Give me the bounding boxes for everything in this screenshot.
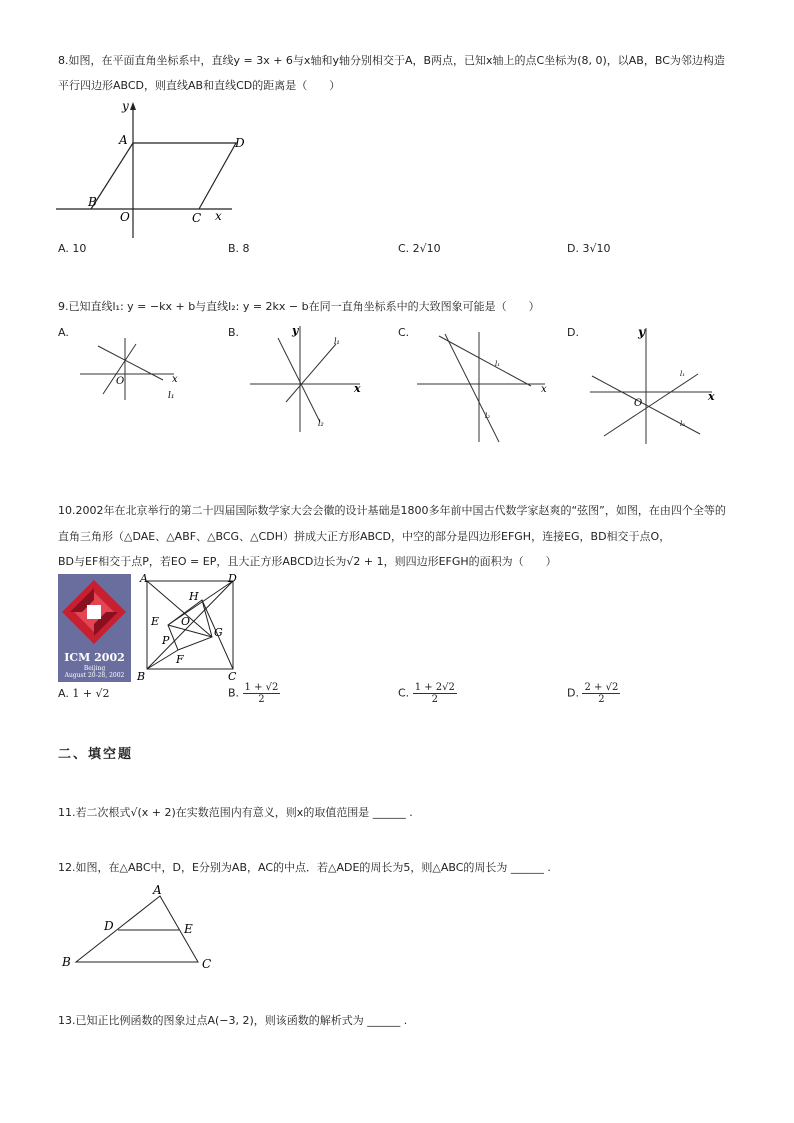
q8-figure (56, 98, 245, 240)
q8-label-b: B (88, 195, 97, 209)
svg-text:x: x (172, 374, 178, 385)
svg-text:x: x (708, 390, 715, 403)
q8-text-line2: 平行四边形ABCD，则直线AB和直线CD的距离是（ ） (58, 79, 341, 92)
svg-text:y: y (638, 325, 645, 339)
q10-label-g: G (214, 626, 223, 639)
q8-label-d: D (235, 136, 245, 150)
svg-text:l₁: l₁ (495, 360, 501, 368)
svg-text:l₂: l₂ (485, 412, 491, 420)
q10-label-d: D (228, 572, 237, 585)
q8-label-a: A (119, 133, 128, 147)
q9-option-a-label: A. (58, 326, 69, 339)
svg-text:l₁: l₁ (334, 337, 340, 346)
svg-text:l₁: l₁ (168, 391, 175, 401)
q9-graph-a (78, 336, 182, 402)
section-fill-in-blank-heading: 二、填空题 (58, 747, 134, 762)
q10-label-a: A (140, 572, 148, 585)
q12-label-b: B (62, 955, 71, 969)
q12-text: 12.如图，在△ABC中，D，E分别为AB，AC的中点．若△ADE的周长为5，则△ABC的周长为 ______ . (58, 861, 551, 874)
q10-label-p: P (162, 634, 170, 647)
svg-text:x: x (354, 382, 361, 395)
q12-label-d: D (104, 919, 114, 933)
q12-label-e: E (184, 922, 193, 936)
q10-label-c: C (228, 670, 237, 683)
q8-option-d: D. 3√10 (567, 242, 611, 255)
q10-text-line3: BD与EF相交于点P，若EO = EP，且大正方形ABCD边长为√2 + 1，则四边形EFGH的面积为（ ） (58, 555, 557, 568)
q12-label-c: C (202, 957, 212, 971)
svg-text:y: y (292, 324, 299, 337)
svg-text:O: O (634, 398, 643, 409)
q9-graph-d (588, 322, 720, 446)
q10-label-o: O (181, 615, 191, 628)
svg-text:O: O (116, 376, 125, 387)
q9-graph-c (415, 330, 551, 446)
q10-label-e: E (151, 615, 160, 628)
q8-text-line1: 8.如图，在平面直角坐标系中，直线y = 3x + 6与x轴和y轴分别相交于A，B两点，已知x轴上的点C坐标为(8, 0)，以AB，BC为邻边构造 (58, 54, 725, 67)
q10-option-d: D. $\frac{2 + √2}{2}$ (567, 682, 619, 705)
q12-label-a: A (153, 883, 162, 897)
q8-label-o: O (120, 210, 130, 224)
icm2002-logo (58, 574, 131, 682)
q8-label-y: y (122, 99, 129, 113)
q9-option-c-label: C. (398, 326, 410, 339)
svg-text:l₁: l₁ (680, 370, 686, 378)
q9-option-d-label: D. (567, 326, 579, 339)
svg-text:l₂: l₂ (318, 419, 324, 428)
logo-sub2: August 20-28, 2002 (64, 672, 125, 679)
q11-text: 11.若二次根式√(x + 2)在实数范围内有意义，则x的取值范围是 ______ . (58, 806, 413, 819)
q10-option-b: B. $\frac{1 + √2}{2}$ (228, 682, 279, 705)
q10-figure (136, 572, 244, 684)
q10-label-f: F (176, 653, 184, 666)
q12-figure (58, 882, 218, 974)
logo-title: ICM 2002 (64, 651, 125, 664)
q10-text-line2: 直角三角形（△DAE、△ABF、△BCG、△CDH）拼成大正方形ABCD，中空的部分是四边形EFGH，连接EG，BD相交于点O， (58, 530, 671, 543)
q10-option-c: C. $\frac{1 + 2√2}{2}$ (398, 682, 455, 705)
q10-label-b: B (137, 670, 146, 683)
q8-option-a: A. 10 (58, 242, 87, 255)
q8-label-x: x (215, 209, 222, 223)
q8-option-b: B. 8 (228, 242, 250, 255)
q13-text: 13.已知正比例函数的图象过点A(−3, 2)，则该函数的解析式为 ______ . (58, 1014, 408, 1027)
q10-label-h: H (189, 590, 199, 603)
q8-label-c: C (192, 211, 202, 225)
q8-option-c: C. 2√10 (398, 242, 441, 255)
q9-text: 9.已知直线l₁: y = −kx + b与直线l₂: y = 2kx − b在同一直角坐标系中的大致图象可能是（ ） (58, 300, 540, 313)
svg-text:l₂: l₂ (680, 420, 686, 428)
logo-sub1: Beijing (83, 665, 106, 672)
q10-text-line1: 10.2002年在北京举行的第二十四届国际数学家大会会徽的设计基础是1800多年前中国古代数学家赵爽的“弦图”，如图，在由四个全等的 (58, 504, 726, 517)
q10-option-a: A. 1 + √2 (58, 687, 110, 700)
q9-option-b-label: B. (228, 326, 240, 339)
svg-text:x: x (541, 384, 547, 395)
q9-graph-b (248, 322, 366, 434)
